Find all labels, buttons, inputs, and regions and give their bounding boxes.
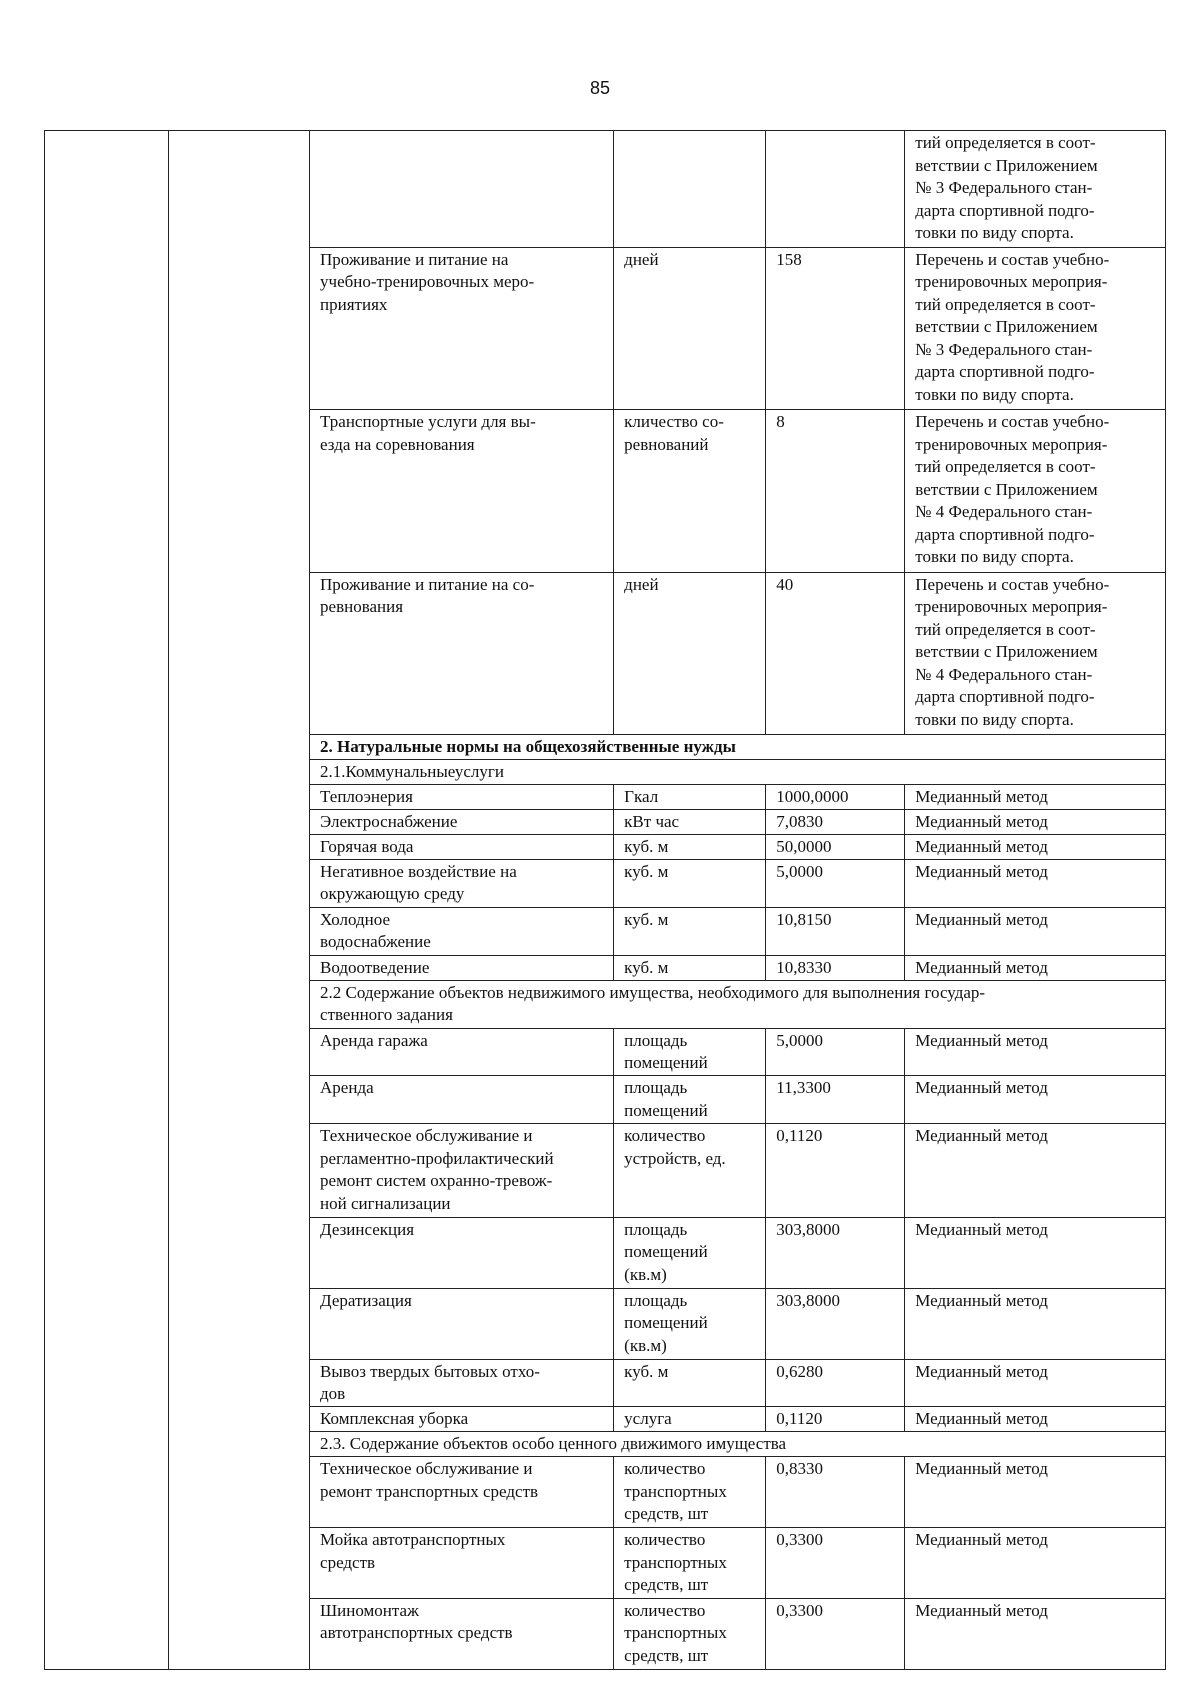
subsection-2-1-title-cell: 2.1.Коммунальныеуслуги <box>310 760 1166 785</box>
left-blank-cell-1 <box>45 131 169 1670</box>
item-name-cell: Техническое обслуживание и регламентно-профилактический ремонт систем охранно-тревож- ной сигнализации <box>310 1124 614 1218</box>
unit-cell: куб. м <box>614 1359 766 1407</box>
unit-cell: услуга <box>614 1407 766 1432</box>
value-cell: 303,8000 <box>766 1288 905 1359</box>
unit-cell: площадь помещений (кв.м) <box>614 1288 766 1359</box>
section-2-title-cell: 2. Натуральные нормы на общехозяйственные нужды <box>310 735 1166 760</box>
item-name-cell: Проживание и питание на со- ревнования <box>310 572 614 735</box>
item-name-cell: Холодное водоснабжение <box>310 907 614 955</box>
value-cell: 7,0830 <box>766 810 905 835</box>
value-cell: 0,3300 <box>766 1528 905 1599</box>
unit-cell: куб. м <box>614 834 766 859</box>
value-cell: 10,8150 <box>766 907 905 955</box>
unit-cell: площадь помещений <box>614 1076 766 1124</box>
item-name-cell: Аренда <box>310 1076 614 1124</box>
continuation-note-cell: тий определяется в соот- ветствии с Приложением № 3 Федерального стан- дарта спортивной подго- товки по виду спорта. <box>905 131 1166 248</box>
item-name-cell: Теплоэнерия <box>310 785 614 810</box>
value-cell: 40 <box>766 572 905 735</box>
unit-cell: кличество со- ревнований <box>614 410 766 573</box>
note-cell: Медианный метод <box>905 907 1166 955</box>
value-cell: 0,3300 <box>766 1598 905 1669</box>
note-cell: Медианный метод <box>905 1407 1166 1432</box>
note-cell: Медианный метод <box>905 810 1166 835</box>
unit-cell: куб. м <box>614 859 766 907</box>
note-cell: Медианный метод <box>905 859 1166 907</box>
note-cell: Медианный метод <box>905 1288 1166 1359</box>
left-blank-cell-2 <box>168 131 309 1670</box>
name-cell <box>310 131 614 248</box>
table-row <box>45 131 1166 248</box>
value-cell: 1000,0000 <box>766 785 905 810</box>
unit-cell: куб. м <box>614 907 766 955</box>
value-cell: 8 <box>766 410 905 573</box>
page-number: 85 <box>589 78 611 98</box>
note-cell: Медианный метод <box>905 1217 1166 1288</box>
value-cell: 10,8330 <box>766 955 905 980</box>
unit-cell: количество устройств, ед. <box>614 1124 766 1218</box>
value-cell: 158 <box>766 247 905 410</box>
value-cell <box>766 131 905 248</box>
value-cell: 5,0000 <box>766 1028 905 1076</box>
value-cell: 0,6280 <box>766 1359 905 1407</box>
note-cell: Медианный метод <box>905 1028 1166 1076</box>
table-body <box>45 131 1166 1670</box>
note-cell: Медианный метод <box>905 1528 1166 1599</box>
item-name-cell: Горячая вода <box>310 834 614 859</box>
item-name-cell: Проживание и питание на учебно-тренировочных меро- приятиях <box>310 247 614 410</box>
item-name-cell: Дезинсекция <box>310 1217 614 1288</box>
note-cell: Медианный метод <box>905 1076 1166 1124</box>
item-name-cell: Комплексная уборка <box>310 1407 614 1432</box>
unit-cell: количество транспортных средств, шт <box>614 1598 766 1669</box>
value-cell: 50,0000 <box>766 834 905 859</box>
note-cell: Медианный метод <box>905 1124 1166 1218</box>
item-name-cell: Аренда гаража <box>310 1028 614 1076</box>
note-cell: Перечень и состав учебно- тренировочных мероприя- тий определяется в соот- ветствии с Приложением № 4 Федерального стан- дарта спортивной подго- товки по виду спорта. <box>905 572 1166 735</box>
item-name-cell: Транспортные услуги для вы- езда на соревнования <box>310 410 614 573</box>
note-cell: Перечень и состав учебно- тренировочных мероприя- тий определяется в соот- ветствии с Приложением № 3 Федерального стан- дарта спортивной подго- товки по виду спорта. <box>905 247 1166 410</box>
value-cell: 0,8330 <box>766 1457 905 1528</box>
item-name-cell: Негативное воздействие на окружающую среду <box>310 859 614 907</box>
unit-cell <box>614 131 766 248</box>
note-cell: Перечень и состав учебно- тренировочных мероприя- тий определяется в соот- ветствии с Приложением № 4 Федерального стан- дарта спортивной подго- товки по виду спорта. <box>905 410 1166 573</box>
unit-cell: Гкал <box>614 785 766 810</box>
norms-table <box>44 130 1166 1670</box>
item-name-cell: Техническое обслуживание и ремонт транспортных средств <box>310 1457 614 1528</box>
value-cell: 303,8000 <box>766 1217 905 1288</box>
item-name-cell: Дератизация <box>310 1288 614 1359</box>
note-cell: Медианный метод <box>905 785 1166 810</box>
unit-cell: дней <box>614 247 766 410</box>
item-name-cell: Мойка автотранспортных средств <box>310 1528 614 1599</box>
value-cell: 0,1120 <box>766 1124 905 1218</box>
unit-cell: площадь помещений (кв.м) <box>614 1217 766 1288</box>
unit-cell: количество транспортных средств, шт <box>614 1457 766 1528</box>
unit-cell: дней <box>614 572 766 735</box>
unit-cell: кВт час <box>614 810 766 835</box>
note-cell: Медианный метод <box>905 955 1166 980</box>
value-cell: 11,3300 <box>766 1076 905 1124</box>
subsection-2-3-title-cell: 2.3. Содержание объектов особо ценного движимого имущества <box>310 1432 1166 1457</box>
value-cell: 0,1120 <box>766 1407 905 1432</box>
note-cell: Медианный метод <box>905 834 1166 859</box>
value-cell: 5,0000 <box>766 859 905 907</box>
item-name-cell: Водоотведение <box>310 955 614 980</box>
note-cell: Медианный метод <box>905 1598 1166 1669</box>
note-cell: Медианный метод <box>905 1359 1166 1407</box>
item-name-cell: Электроснабжение <box>310 810 614 835</box>
unit-cell: куб. м <box>614 955 766 980</box>
subsection-2-2-title-cell: 2.2 Содержание объектов недвижимого имущества, необходимого для выполнения государ- ственного задания <box>310 980 1166 1028</box>
item-name-cell: Вывоз твердых бытовых отхо- дов <box>310 1359 614 1407</box>
item-name-cell: Шиномонтаж автотранспортных средств <box>310 1598 614 1669</box>
note-cell: Медианный метод <box>905 1457 1166 1528</box>
unit-cell: площадь помещений <box>614 1028 766 1076</box>
unit-cell: количество транспортных средств, шт <box>614 1528 766 1599</box>
